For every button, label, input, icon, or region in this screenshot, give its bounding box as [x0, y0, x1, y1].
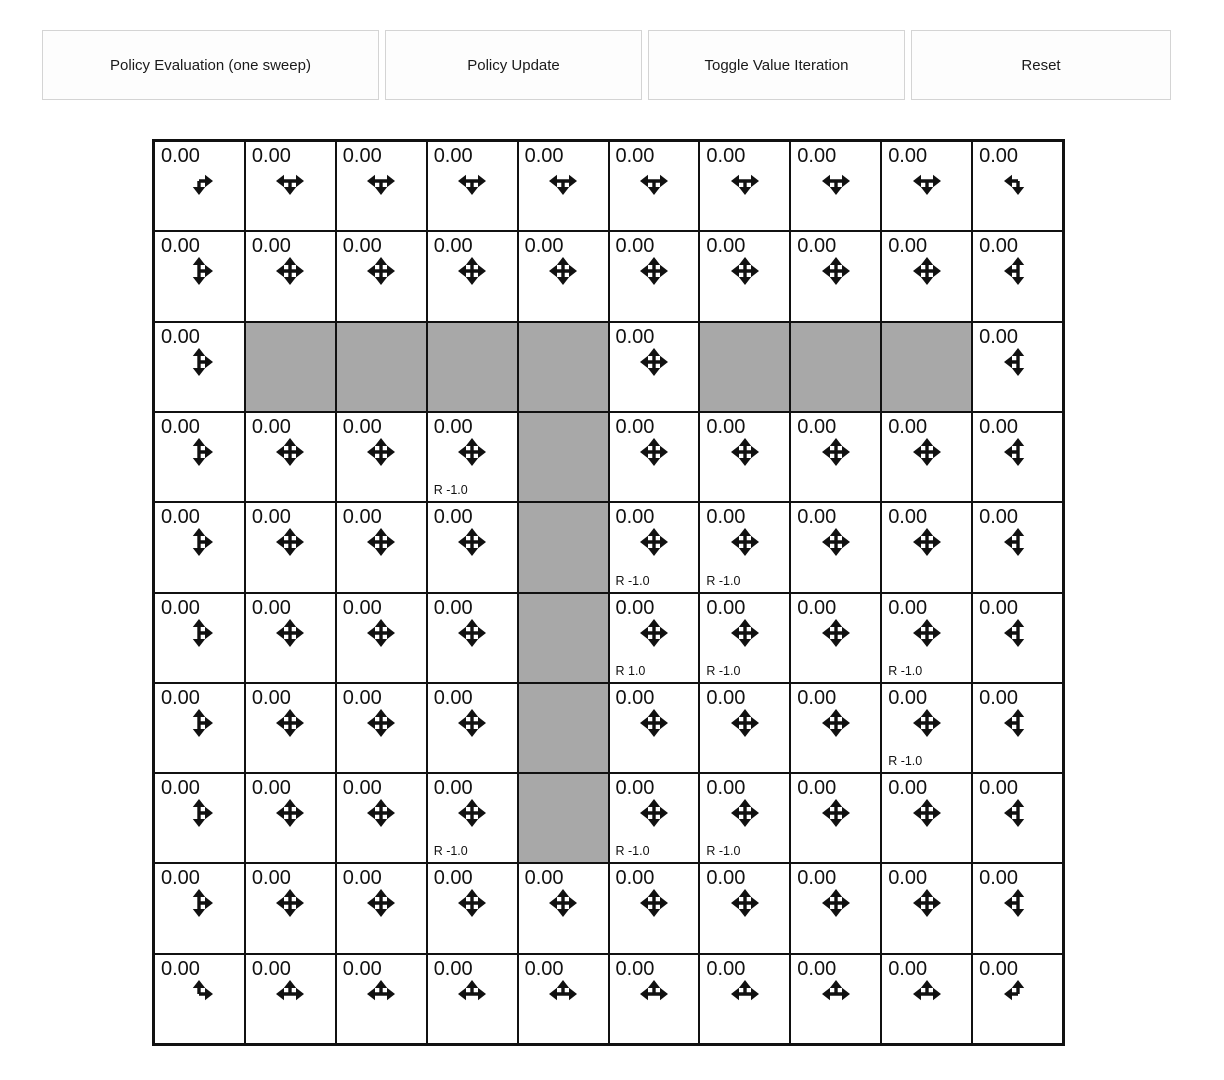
grid-cell[interactable] [154, 322, 245, 412]
policy-arrow-icon [272, 976, 308, 1012]
policy-arrow-icon [727, 705, 763, 741]
cell-reward: R -1.0 [706, 573, 741, 588]
toolbar [42, 30, 1171, 100]
policy-arrow-icon [727, 976, 763, 1012]
grid-cell[interactable] [972, 141, 1063, 231]
grid-cell[interactable] [427, 412, 518, 502]
cell-value: 0.00 [797, 867, 837, 890]
policy-arrow-icon [818, 885, 854, 921]
policy-arrow-icon [363, 253, 399, 289]
policy-arrow-icon [454, 434, 490, 470]
policy-arrow-icon [727, 615, 763, 651]
grid-cell[interactable] [336, 683, 427, 773]
policy-arrow-icon [454, 885, 490, 921]
cell-value: 0.00 [433, 957, 473, 980]
grid-cell[interactable] [881, 502, 972, 592]
grid-cell[interactable] [790, 773, 881, 863]
grid-cell[interactable] [245, 773, 336, 863]
cell-value: 0.00 [433, 777, 473, 800]
cell-value: 0.00 [979, 235, 1019, 258]
cell-reward: R -1.0 [615, 844, 650, 859]
grid-cell[interactable] [245, 502, 336, 592]
policy-arrow-icon [545, 976, 581, 1012]
policy-arrow-icon [363, 885, 399, 921]
cell-value: 0.00 [615, 506, 655, 529]
policy-arrow-icon [454, 976, 490, 1012]
grid-cell[interactable] [699, 231, 790, 321]
cell-reward: R -1.0 [888, 754, 923, 769]
cell-reward: R 1.0 [615, 663, 646, 678]
cell-value: 0.00 [524, 867, 564, 890]
cell-value: 0.00 [615, 957, 655, 980]
grid-cell[interactable] [609, 322, 700, 412]
grid-cell[interactable] [154, 412, 245, 502]
policy-arrow-icon [181, 615, 217, 651]
grid-cell[interactable] [427, 231, 518, 321]
policy-arrow-icon [1000, 434, 1036, 470]
policy-arrow-icon [454, 795, 490, 831]
policy-arrow-icon [909, 524, 945, 560]
cell-value: 0.00 [433, 506, 473, 529]
cell-value: 0.00 [433, 596, 473, 619]
cell-value: 0.00 [888, 415, 928, 438]
policy-arrow-icon [909, 615, 945, 651]
grid-cell[interactable] [154, 683, 245, 773]
grid-cell[interactable] [972, 231, 1063, 321]
grid-cell[interactable] [972, 593, 1063, 683]
grid-cell[interactable] [881, 954, 972, 1044]
cell-value: 0.00 [706, 596, 746, 619]
policy-arrow-icon [363, 705, 399, 741]
cell-value: 0.00 [979, 145, 1019, 167]
cell-value: 0.00 [251, 415, 291, 438]
gridworld [152, 139, 1065, 1046]
cell-value: 0.00 [888, 867, 928, 890]
cell-value: 0.00 [979, 415, 1019, 438]
cell-value: 0.00 [706, 235, 746, 258]
cell-value: 0.00 [979, 506, 1019, 529]
grid-cell[interactable] [336, 502, 427, 592]
grid-cell[interactable] [699, 593, 790, 683]
cell-value: 0.00 [888, 145, 928, 167]
grid-cell[interactable] [699, 863, 790, 953]
grid-cell[interactable] [972, 954, 1063, 1044]
grid-cell[interactable] [154, 502, 245, 592]
cell-value: 0.00 [706, 686, 746, 709]
grid-cell[interactable] [427, 141, 518, 231]
cell-value: 0.00 [251, 867, 291, 890]
wall-cell[interactable] [427, 322, 518, 412]
cell-value: 0.00 [797, 777, 837, 800]
cell-value: 0.00 [888, 777, 928, 800]
grid-cell[interactable] [245, 954, 336, 1044]
cell-reward: R -1.0 [433, 483, 468, 498]
cell-value: 0.00 [433, 686, 473, 709]
cell-reward: R -1.0 [433, 844, 468, 859]
cell-value: 0.00 [161, 867, 200, 890]
cell-value: 0.00 [251, 235, 291, 258]
policy-arrow-icon [363, 795, 399, 831]
grid-cell[interactable] [699, 954, 790, 1044]
grid-cell[interactable] [699, 141, 790, 231]
cell-value: 0.00 [161, 596, 200, 619]
grid-cell[interactable] [881, 593, 972, 683]
grid-cell[interactable] [609, 773, 700, 863]
grid-cell[interactable] [154, 231, 245, 321]
policy-arrow-icon [363, 524, 399, 560]
wall-cell[interactable] [518, 412, 609, 502]
policy-arrow-icon [272, 253, 308, 289]
cell-value: 0.00 [888, 957, 928, 980]
cell-value: 0.00 [524, 957, 564, 980]
wall-cell[interactable] [518, 322, 609, 412]
grid-cell[interactable] [518, 141, 609, 231]
cell-value: 0.00 [161, 506, 200, 529]
cell-value: 0.00 [888, 506, 928, 529]
grid-cell[interactable] [609, 954, 700, 1044]
cell-value: 0.00 [161, 777, 200, 800]
grid-cell[interactable] [427, 773, 518, 863]
cell-value: 0.00 [524, 145, 564, 167]
policy-arrow-icon [818, 253, 854, 289]
policy-arrow-icon [363, 976, 399, 1012]
cell-value: 0.00 [615, 415, 655, 438]
cell-value: 0.00 [706, 957, 746, 980]
grid-cell[interactable] [972, 863, 1063, 953]
cell-value: 0.00 [615, 867, 655, 890]
grid-cell[interactable] [972, 683, 1063, 773]
cell-value: 0.00 [342, 506, 382, 529]
policy-arrow-icon [545, 885, 581, 921]
grid-cell[interactable] [245, 863, 336, 953]
grid-cell[interactable] [518, 231, 609, 321]
grid-cell[interactable] [609, 683, 700, 773]
wall-cell[interactable] [790, 322, 881, 412]
policy-arrow-icon [272, 434, 308, 470]
grid-cell[interactable] [427, 593, 518, 683]
policy-arrow-icon [1000, 976, 1036, 1012]
cell-value: 0.00 [342, 686, 382, 709]
cell-value: 0.00 [797, 596, 837, 619]
grid-cell[interactable] [427, 863, 518, 953]
grid-cell[interactable] [790, 141, 881, 231]
cell-value: 0.00 [251, 777, 291, 800]
grid-cell[interactable] [154, 954, 245, 1044]
cell-value: 0.00 [433, 415, 473, 438]
policy-arrow-icon [272, 795, 308, 831]
cell-value: 0.00 [342, 145, 382, 167]
grid-cell[interactable] [881, 412, 972, 502]
wall-cell[interactable] [518, 502, 609, 592]
cell-value: 0.00 [706, 506, 746, 529]
grid-cell[interactable] [699, 502, 790, 592]
cell-reward: R -1.0 [706, 663, 741, 678]
policy-arrow-icon [727, 885, 763, 921]
cell-value: 0.00 [979, 325, 1019, 348]
policy-arrow-icon [181, 795, 217, 831]
toggle-value-iteration-button[interactable]: Toggle Value Iteration [648, 30, 905, 100]
policy-arrow-icon [636, 976, 672, 1012]
grid-cell[interactable] [245, 683, 336, 773]
grid-cell[interactable] [609, 141, 700, 231]
grid-cell[interactable] [336, 593, 427, 683]
policy-arrow-icon [272, 524, 308, 560]
policy-arrow-icon [636, 524, 672, 560]
cell-value: 0.00 [342, 957, 382, 980]
policy-arrow-icon [1000, 163, 1036, 199]
policy-arrow-icon [454, 253, 490, 289]
grid-cell[interactable] [972, 322, 1063, 412]
policy-arrow-icon [818, 976, 854, 1012]
policy-arrow-icon [181, 524, 217, 560]
cell-value: 0.00 [706, 777, 746, 800]
cell-reward: R -1.0 [615, 573, 650, 588]
grid-cell[interactable] [245, 141, 336, 231]
cell-value: 0.00 [342, 415, 382, 438]
reset-button[interactable]: Reset [911, 30, 1171, 100]
cell-value: 0.00 [615, 596, 655, 619]
cell-value: 0.00 [706, 867, 746, 890]
grid-cell[interactable] [609, 412, 700, 502]
policy-arrow-icon [727, 253, 763, 289]
policy-arrow-icon [363, 434, 399, 470]
cell-value: 0.00 [797, 145, 837, 167]
grid-cell[interactable] [336, 863, 427, 953]
grid-cell[interactable] [336, 773, 427, 863]
grid-cell[interactable] [427, 502, 518, 592]
cell-value: 0.00 [706, 415, 746, 438]
policy-arrow-icon [1000, 795, 1036, 831]
policy-arrow-icon [363, 615, 399, 651]
cell-value: 0.00 [797, 686, 837, 709]
cell-value: 0.00 [251, 145, 291, 167]
cell-value: 0.00 [342, 777, 382, 800]
policy-arrow-icon [909, 976, 945, 1012]
policy-arrow-icon [181, 976, 217, 1012]
cell-value: 0.00 [979, 867, 1019, 890]
grid-cell[interactable] [336, 141, 427, 231]
cell-value: 0.00 [342, 235, 382, 258]
policy-evaluation-button[interactable]: Policy Evaluation (one sweep) [42, 30, 379, 100]
cell-value: 0.00 [615, 235, 655, 258]
grid-cell[interactable] [154, 773, 245, 863]
cell-value: 0.00 [161, 957, 200, 980]
policy-arrow-icon [727, 434, 763, 470]
policy-arrow-icon [272, 615, 308, 651]
policy-arrow-icon [454, 163, 490, 199]
policy-arrow-icon [909, 705, 945, 741]
cell-value: 0.00 [161, 235, 200, 258]
wall-cell[interactable] [881, 322, 972, 412]
policy-arrow-icon [909, 253, 945, 289]
grid-cell[interactable] [245, 231, 336, 321]
grid-cell[interactable] [790, 231, 881, 321]
grid-cell[interactable] [154, 863, 245, 953]
cell-value: 0.00 [615, 686, 655, 709]
policy-arrow-icon [727, 163, 763, 199]
cell-value: 0.00 [342, 867, 382, 890]
policy-arrow-icon [818, 795, 854, 831]
wall-cell[interactable] [518, 683, 609, 773]
policy-arrow-icon [181, 885, 217, 921]
policy-arrow-icon [272, 705, 308, 741]
wall-cell[interactable] [245, 322, 336, 412]
grid-cell[interactable] [336, 231, 427, 321]
grid-cell[interactable] [336, 954, 427, 1044]
policy-arrow-icon [1000, 885, 1036, 921]
grid-cell[interactable] [336, 412, 427, 502]
cell-value: 0.00 [342, 596, 382, 619]
cell-value: 0.00 [524, 235, 564, 258]
policy-arrow-icon [909, 885, 945, 921]
grid-cell[interactable] [609, 863, 700, 953]
policy-arrow-icon [727, 795, 763, 831]
grid-cell[interactable] [609, 593, 700, 683]
policy-arrow-icon [909, 795, 945, 831]
grid-cell[interactable] [881, 773, 972, 863]
grid-cell[interactable] [245, 412, 336, 502]
grid-cell[interactable] [972, 502, 1063, 592]
cell-value: 0.00 [979, 777, 1019, 800]
cell-value: 0.00 [251, 506, 291, 529]
cell-value: 0.00 [979, 596, 1019, 619]
cell-value: 0.00 [251, 957, 291, 980]
cell-value: 0.00 [161, 145, 200, 167]
cell-value: 0.00 [706, 145, 746, 167]
cell-value: 0.00 [161, 415, 200, 438]
grid-cell[interactable] [245, 593, 336, 683]
cell-value: 0.00 [251, 686, 291, 709]
grid-cell[interactable] [609, 502, 700, 592]
grid-cell[interactable] [881, 231, 972, 321]
cell-value: 0.00 [797, 506, 837, 529]
grid-cell[interactable] [972, 412, 1063, 502]
policy-update-button[interactable]: Policy Update [385, 30, 642, 100]
wall-cell[interactable] [518, 593, 609, 683]
grid-cell[interactable] [790, 502, 881, 592]
policy-arrow-icon [545, 163, 581, 199]
cell-value: 0.00 [888, 686, 928, 709]
policy-arrow-icon [181, 253, 217, 289]
policy-arrow-icon [1000, 615, 1036, 651]
grid-cell[interactable] [154, 141, 245, 231]
policy-arrow-icon [636, 344, 672, 380]
wall-cell[interactable] [518, 773, 609, 863]
policy-arrow-icon [1000, 705, 1036, 741]
grid-cell[interactable] [972, 773, 1063, 863]
cell-value: 0.00 [615, 325, 655, 348]
policy-arrow-icon [909, 163, 945, 199]
cell-value: 0.00 [433, 867, 473, 890]
wall-cell[interactable] [699, 322, 790, 412]
cell-reward: R -1.0 [706, 844, 741, 859]
policy-arrow-icon [181, 434, 217, 470]
policy-arrow-icon [636, 795, 672, 831]
cell-value: 0.00 [615, 777, 655, 800]
policy-arrow-icon [1000, 253, 1036, 289]
policy-arrow-icon [272, 163, 308, 199]
policy-arrow-icon [545, 253, 581, 289]
policy-arrow-icon [636, 163, 672, 199]
policy-arrow-icon [818, 615, 854, 651]
policy-arrow-icon [727, 524, 763, 560]
cell-reward: R -1.0 [888, 663, 923, 678]
grid-cell[interactable] [699, 773, 790, 863]
policy-arrow-icon [818, 163, 854, 199]
grid-cell[interactable] [790, 412, 881, 502]
cell-value: 0.00 [615, 145, 655, 167]
cell-value: 0.00 [433, 235, 473, 258]
grid-cell[interactable] [518, 954, 609, 1044]
policy-arrow-icon [636, 615, 672, 651]
grid-cell[interactable] [609, 231, 700, 321]
cell-value: 0.00 [888, 235, 928, 258]
grid-cell[interactable] [154, 593, 245, 683]
grid-cell[interactable] [699, 683, 790, 773]
cell-value: 0.00 [797, 415, 837, 438]
cell-value: 0.00 [888, 596, 928, 619]
policy-arrow-icon [181, 163, 217, 199]
policy-arrow-icon [636, 885, 672, 921]
policy-arrow-icon [1000, 344, 1036, 380]
grid-cell[interactable] [427, 683, 518, 773]
policy-arrow-icon [818, 705, 854, 741]
grid-cell[interactable] [699, 412, 790, 502]
grid-cell[interactable] [881, 863, 972, 953]
wall-cell[interactable] [336, 322, 427, 412]
grid-cell[interactable] [790, 683, 881, 773]
policy-arrow-icon [909, 434, 945, 470]
policy-arrow-icon [363, 163, 399, 199]
grid-cell[interactable] [518, 863, 609, 953]
cell-value: 0.00 [433, 145, 473, 167]
policy-arrow-icon [454, 615, 490, 651]
policy-arrow-icon [818, 434, 854, 470]
policy-arrow-icon [636, 434, 672, 470]
policy-arrow-icon [181, 344, 217, 380]
cell-value: 0.00 [797, 957, 837, 980]
grid-cell[interactable] [881, 683, 972, 773]
cell-value: 0.00 [979, 957, 1019, 980]
policy-arrow-icon [272, 885, 308, 921]
grid-cell[interactable] [427, 954, 518, 1044]
policy-arrow-icon [454, 705, 490, 741]
policy-arrow-icon [1000, 524, 1036, 560]
policy-arrow-icon [181, 705, 217, 741]
grid-cell[interactable] [790, 954, 881, 1044]
cell-value: 0.00 [161, 686, 200, 709]
grid-cell[interactable] [790, 593, 881, 683]
policy-arrow-icon [636, 705, 672, 741]
policy-arrow-icon [818, 524, 854, 560]
cell-value: 0.00 [979, 686, 1019, 709]
cell-value: 0.00 [797, 235, 837, 258]
grid-cell[interactable] [790, 863, 881, 953]
grid-cell[interactable] [881, 141, 972, 231]
policy-arrow-icon [454, 524, 490, 560]
policy-arrow-icon [636, 253, 672, 289]
cell-value: 0.00 [161, 325, 200, 348]
cell-value: 0.00 [251, 596, 291, 619]
